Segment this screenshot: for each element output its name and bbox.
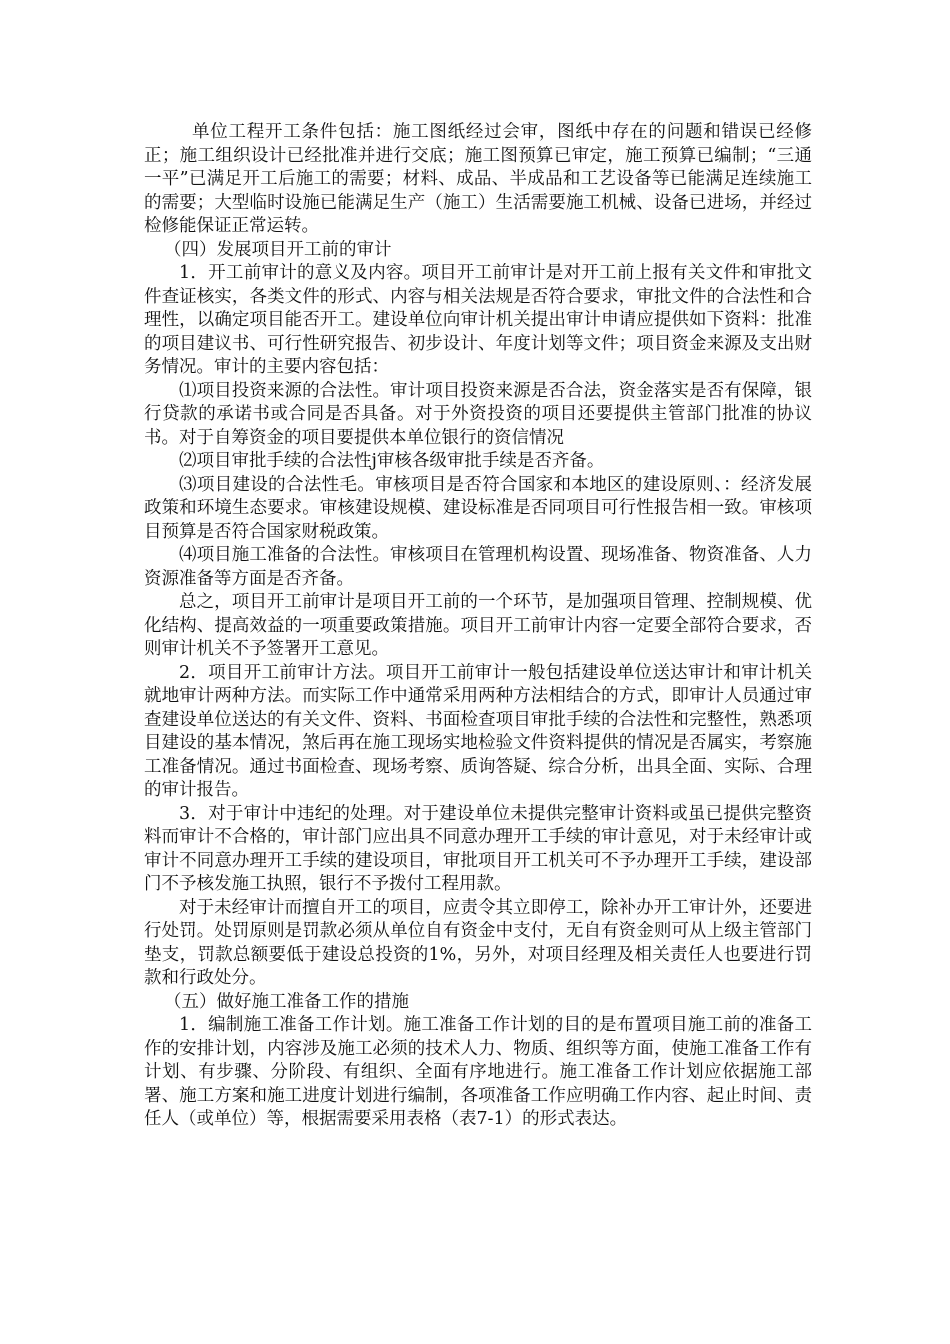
section-heading-five: （五）做好施工准备工作的措施 [164,991,409,1012]
document-page [144,121,812,1132]
paragraph-audit-meaning: 1．开工前审计的意义及内容。项目开工前审计是对开工前上报有关文件和审批文件查证核实，各类文件的形式、内容与相关法规是否符合要求，审批文件的合法性和合理性，以确定项目能否开工。建设单位向审计机关提出审计申请应提供如下资料：批准的项目建议书、可行性研究报告、初步设计、年度计划等文件；项目资金来源及支出财务情况。审计的主要内容包括： [144,263,812,377]
paragraph-item-3: ⑶项目建设的合法性毛。审核项目是否符合国家和本地区的建设原则、：经济发展政策和环境生态要求。审核建设规模、建设标准是否同项目可行性报告相一致。审核项目预算是否符合国家财税政策。 [144,474,812,542]
paragraph-penalty: 对于未经审计而擅自开工的项目，应责令其立即停工，除补办开工审计外，还要进行处罚。处罚原则是罚款必须从单位自有资金中支付，无自有资金则可从上级主管部门垫支，罚款总额要低于建设总投资的1%，另外，对项目经理及相关责任人也要进行罚款和行政处分。 [144,897,812,988]
paragraph-violation-handling: 3．对于审计中违纪的处理。对于建设单位未提供完整审计资料或虽已提供完整资料而审计不合格的，审计部门应出具不同意办理开工手续的审计意见，对于未经审计或审计不同意办理开工手续的建设项目，审批项目开工机关可不予办理开工手续，建设部门不予核发施工执照，银行不予拨付工程用款。 [144,803,812,894]
section-heading-four: （四）发展项目开工前的审计 [164,239,392,260]
paragraph-audit-method: 2．项目开工前审计方法。项目开工前审计一般包括建设单位送达审计和审计机关就地审计两种方法。而实际工作中通常采用两种方法相结合的方式，即审计人员通过审查建设单位送达的有关文件、资料、书面检查项目审批手续的合法性和完整性，熟悉项目建设的基本情况，煞后再在施工现场实地检验文件资料提供的情况是否属实，考察施工准备情况。通过书面检查、现场考察、质询答疑、综合分析，出具全面、实际、合理的审计报告。 [144,662,812,800]
paragraph-preparation-plan: 1．编制施工准备工作计划。施工准备工作计划的目的是布置项目施工前的准备工作的安排计划，内容涉及施工必须的技术人力、物质、组织等方面，使施工准备工作有计划、有步骤、分阶段、有组织、全面有序地进行。施工准备工作计划应依据施工部署、施工方案和施工进度计划进行编制，各项准备工作应明确工作内容、起止时间、责任人（或单位）等，根据需要采用表格（表7-1）的形式表达。 [144,1015,812,1129]
paragraph-item-1: ⑴项目投资来源的合法性。审计项目投资来源是否合法，资金落实是否有保障，银行贷款的承诺书或合同是否具备。对于外资投资的项目还要提供主管部门批准的协议书。对于自筹资金的项目要提供本单位银行的资信情况 [144,380,812,448]
paragraph-item-2: ⑵项目审批手续的合法性j审核各级审批手续是否齐备。 [179,451,605,471]
paragraph-summary: 总之，项目开工前审计是项目开工前的一个环节，是加强项目管理、控制规模、优化结构、提高效益的一项重要政策措施。项目开工前审计内容一定要全部符合要求，否则审计机关不予签署开工意见。 [144,592,812,659]
paragraph-start-conditions: 单位工程开工条件包括：施工图纸经过会审，图纸中存在的问题和错误已经修正；施工组织设计已经批准并进行交底；施工图预算已审定，施工预算已编制；“三通一平”已满足开工后施工的需要；材料、成品、半成品和工艺设备等已能满足连续施工的需要；大型临时设施已能满足生产（施工）生活需要施工机械、设备已进场，并经过检修能保证正常运转。 [144,122,812,236]
paragraph-item-4: ⑷项目施工准备的合法性。审核项目在管理机构设置、现场准备、物资准备、人力资源准备等方面是否齐备。 [144,545,812,589]
